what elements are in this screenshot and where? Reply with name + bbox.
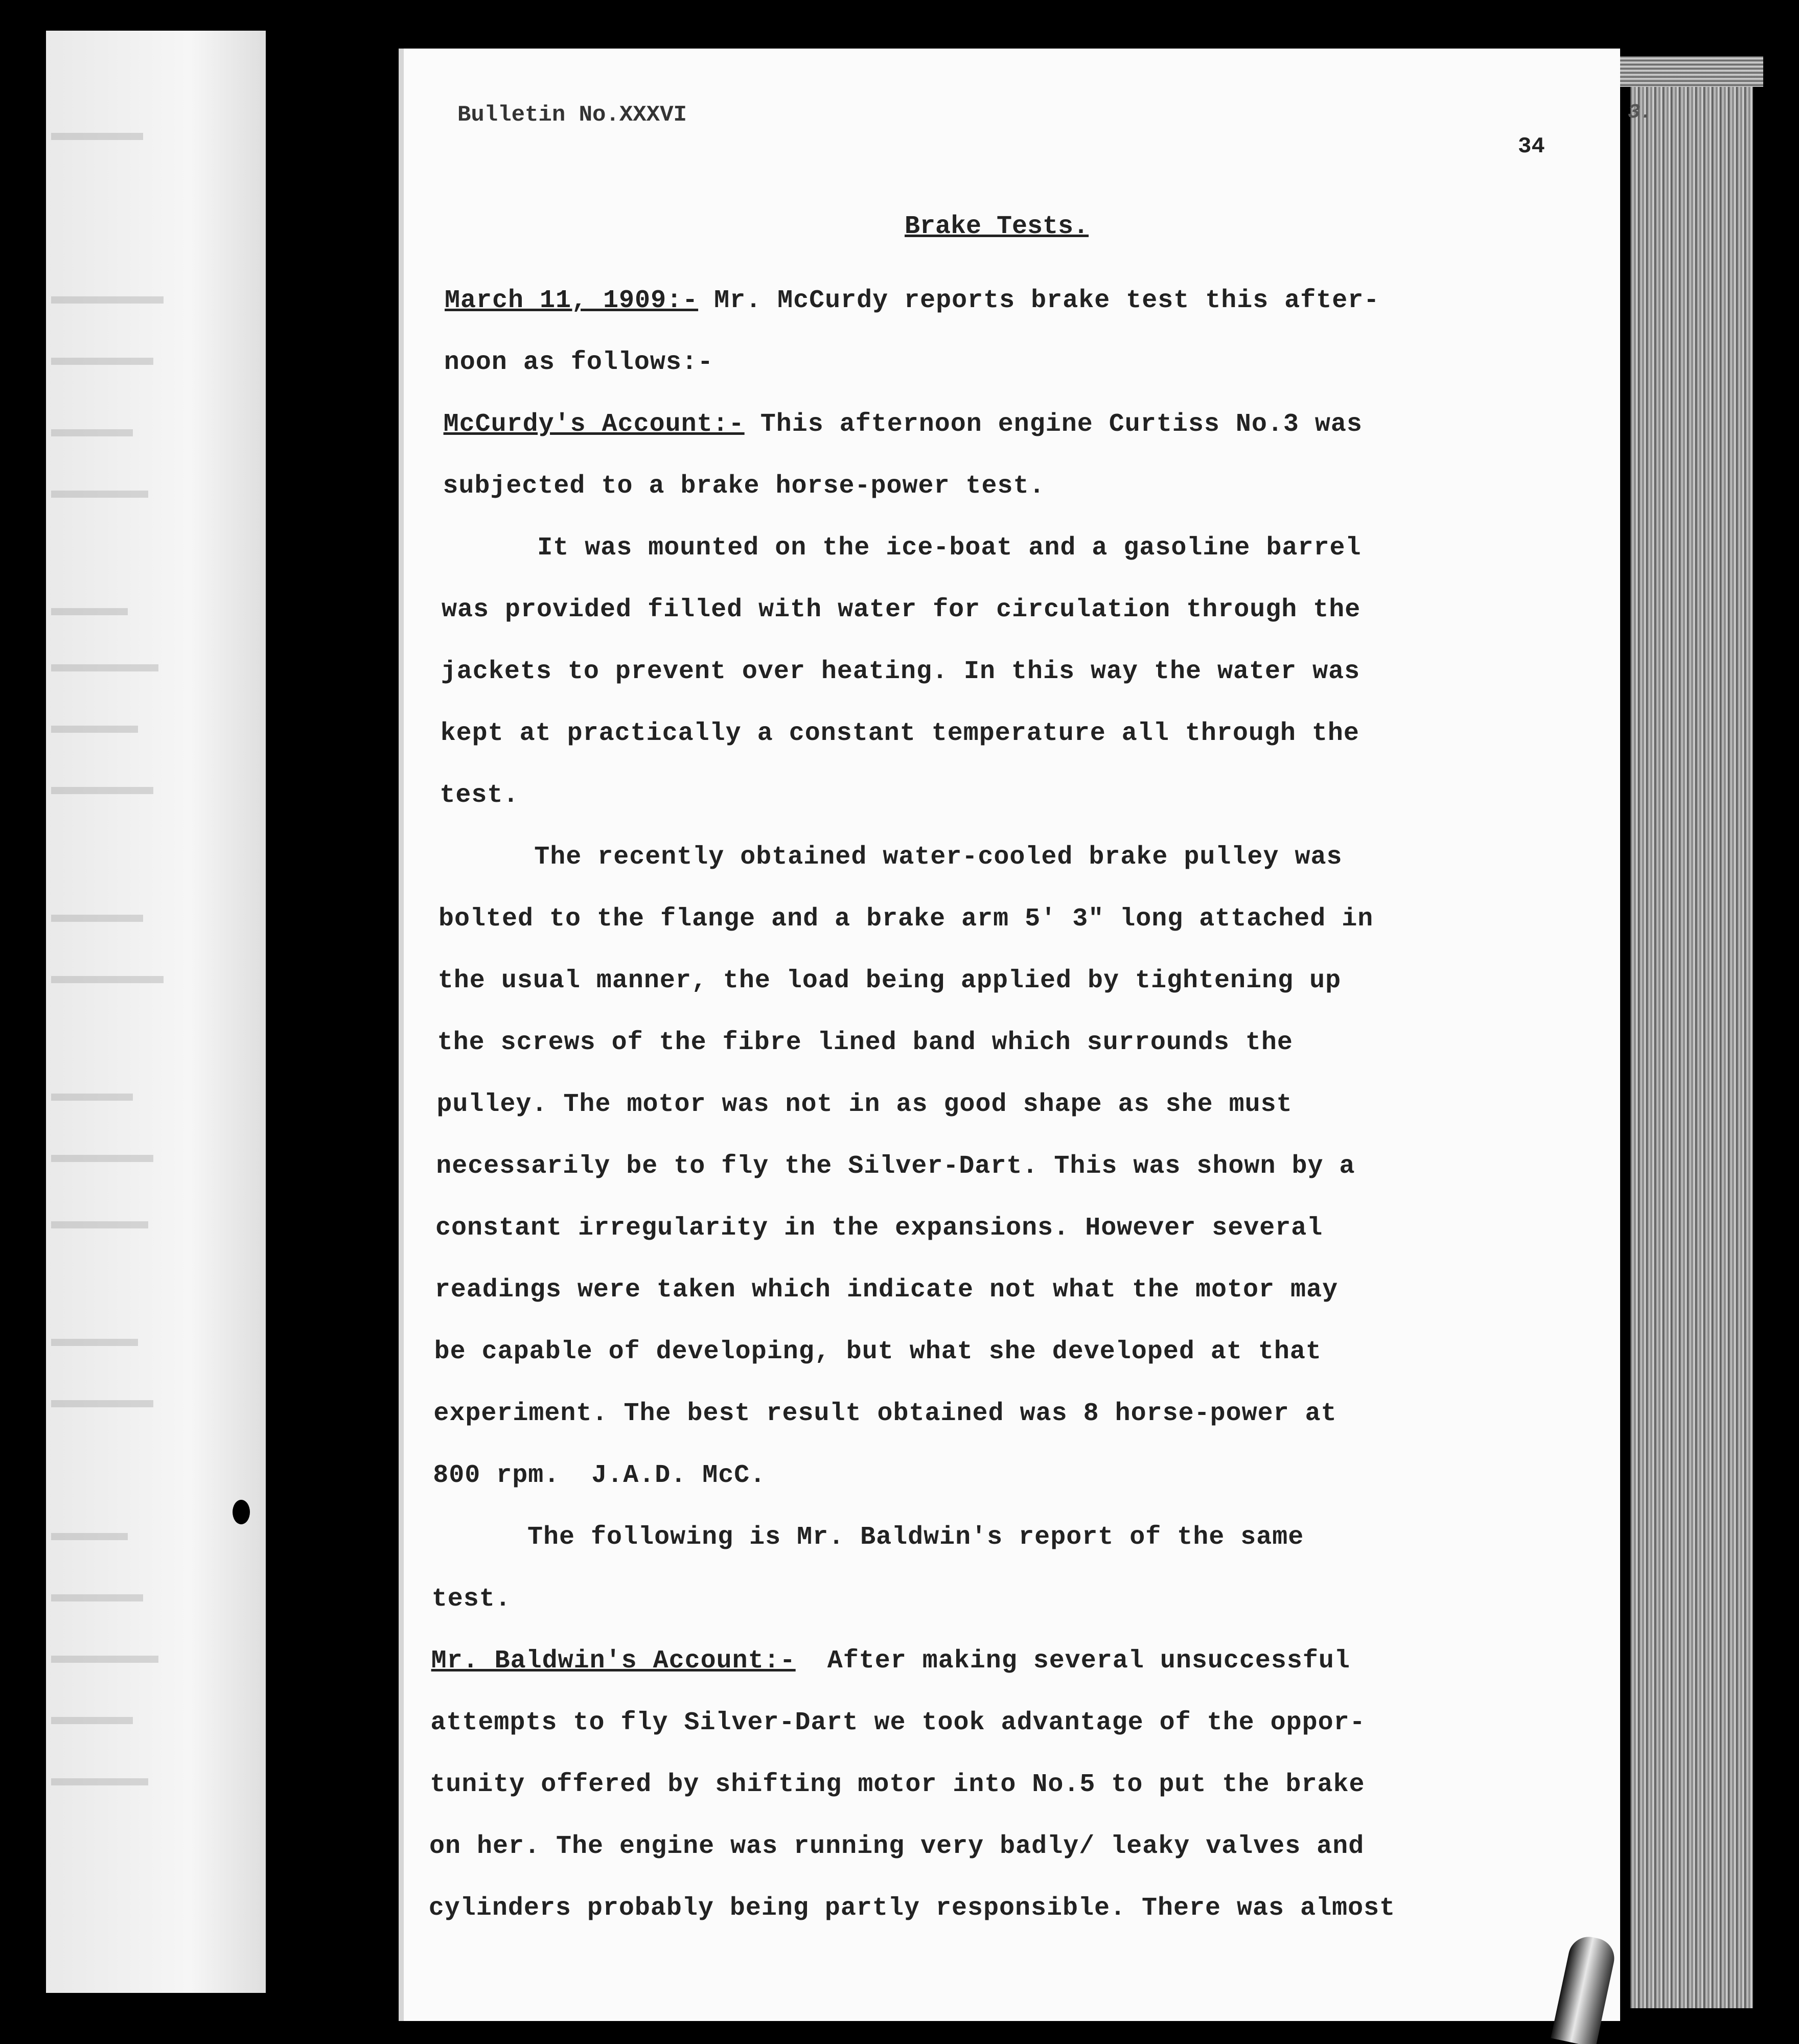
text-line [439,904,1373,934]
page-title: Brake Tests. [905,212,1089,241]
bleed-through-text [51,1339,138,1346]
entry-label: McCurdy's Account:- [443,410,745,439]
text-line [430,1708,1365,1737]
line-text: constant irregularity in the expansions. However several [435,1214,1323,1243]
facing-page [46,31,286,1993]
bleed-through-text [51,133,143,140]
line-text: After making several unsuccessful [795,1646,1350,1676]
text-line [430,1770,1365,1799]
text-line [441,657,1360,686]
line-text: The following is Mr. Baldwin's report of the same [432,1523,1304,1552]
bleed-through-text [51,787,153,794]
bleed-through-text [51,976,164,983]
bleed-through-text [51,1400,153,1407]
line-text: pulley. The motor was not in as good shape as she must [436,1090,1293,1119]
text-line [445,286,1379,315]
text-line [442,595,1360,624]
text-line [443,472,1045,501]
bleed-through-text [51,664,158,671]
bleed-through-text [51,1778,148,1785]
entry-label: March 11, 1909:- [445,286,699,315]
line-text: test. [440,781,519,810]
page-edges-top [1620,56,1763,87]
handwritten-page-mark: 3. [1628,101,1653,124]
text-line [441,719,1359,748]
line-text: It was mounted on the ice-boat and a gasoline barrel [442,533,1362,563]
line-text: readings were taken which indicate not what the motor may [434,1275,1339,1305]
page-number: 34 [1518,134,1545,159]
text-line [432,1585,511,1614]
bleed-through-text [51,915,143,922]
line-text: bolted to the flange and a brake arm 5' 3" long attached in [439,904,1374,934]
line-text: the screws of the fibre lined band which surrounds the [437,1028,1293,1057]
bleed-through-text [51,296,164,304]
bleed-through-text [51,1533,128,1540]
line-text: necessarily be to fly the Silver-Dart. This was shown by a [436,1152,1355,1181]
line-text: tunity offered by shifting motor into No.5 to put the brake [430,1770,1365,1799]
line-text: on her. The engine was running very badly/ leaky valves and [429,1832,1365,1861]
line-text: The recently obtained water-cooled brake pulley was [439,843,1343,872]
text-line [440,781,519,810]
text-line [444,410,1363,439]
text-line [433,1399,1336,1428]
line-text: cylinders probably being partly responsible. There was almost [428,1894,1396,1923]
text-line [442,533,1361,563]
text-line [433,1461,766,1490]
bleed-through-text [51,1155,153,1162]
entry-label: Mr. Baldwin's Account:- [431,1646,796,1676]
text-line [444,348,713,377]
line-text: attempts to fly Silver-Dart we took advantage of the oppor- [430,1708,1366,1737]
line-text: was provided filled with water for circulation through the [442,595,1361,624]
text-line [429,1894,1395,1923]
bleed-through-text [51,358,153,365]
line-text: jackets to prevent over heating. In this way the water was [441,657,1360,686]
line-text: the usual manner, the load being applied by tightening up [437,966,1342,995]
line-text: subjected to a brake horse-power test. [443,472,1045,501]
text-line [439,843,1342,872]
line-text: Mr. McCurdy reports brake test this after- [698,286,1380,315]
text-line [438,966,1341,995]
bleed-through-text [51,1656,158,1663]
text-line [432,1523,1304,1552]
line-text: 800 rpm. J.A.D. McC. [433,1461,766,1490]
line-text: noon as follows:- [444,348,713,377]
page-edges [1630,66,1753,2008]
text-line [435,1275,1338,1305]
bleed-through-text [51,1594,143,1601]
text-line [434,1337,1322,1366]
bleed-through-text [51,491,148,498]
text-line [437,1028,1293,1057]
line-text: This afternoon engine Curtiss No.3 was [744,410,1363,439]
bleed-through-text [51,1094,133,1101]
text-line [435,1214,1323,1243]
line-text: be capable of developing, but what she developed at that [434,1337,1322,1366]
text-line [431,1646,1350,1676]
binding-gutter [266,31,419,1993]
line-text: test. [431,1585,511,1614]
line-text: experiment. The best result obtained was 8 horse-power at [433,1399,1337,1428]
bleed-through-text [51,429,133,436]
bulletin-header: Bulletin No.XXXVI [457,102,687,128]
bleed-through-text [51,1717,133,1724]
bleed-through-text [51,726,138,733]
bleed-through-text [51,608,128,615]
text-line [436,1152,1355,1181]
bleed-through-text [51,1221,148,1228]
text-line [436,1090,1292,1119]
text-line [429,1832,1364,1861]
binding-rivet [233,1500,250,1524]
line-text: kept at practically a constant temperature all through the [440,719,1359,748]
binding-rivet [271,511,288,536]
